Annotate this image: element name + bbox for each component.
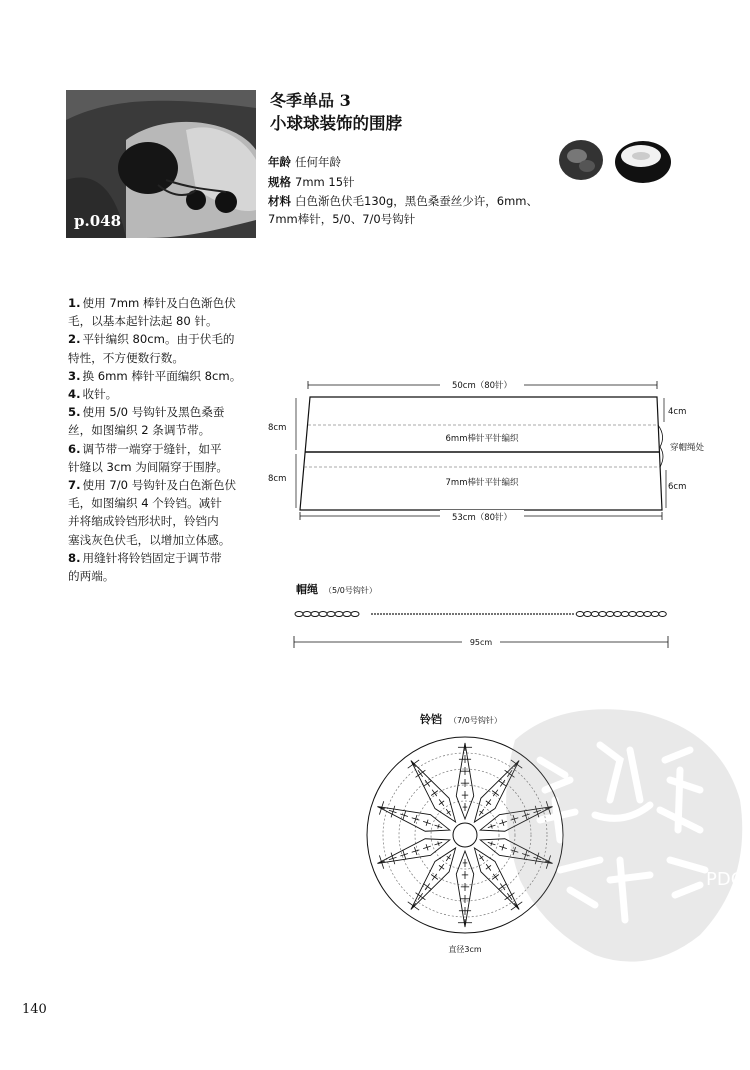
- step-text: 使用 7mm 棒针及白色渐色伏: [82, 296, 236, 310]
- chain-dot: [428, 613, 430, 615]
- step-text: 并将缩成铃铛形状时，铃铛内: [68, 514, 219, 529]
- step-text: 换 6mm 棒针平面编织 8cm。: [82, 368, 242, 383]
- chain-dot: [506, 613, 508, 615]
- stitch-cross: [486, 865, 491, 869]
- chain-dot: [452, 613, 454, 615]
- scarf-outline: [300, 397, 662, 510]
- chain-dot: [473, 613, 475, 615]
- chain-dot: [467, 613, 469, 615]
- stitch-cross: [447, 856, 451, 859]
- chain-stitch: [651, 612, 659, 617]
- chain-dot: [386, 613, 388, 615]
- chain-dot: [548, 613, 550, 615]
- left-upper-height: 8cm: [268, 423, 287, 433]
- watermark-pdg: PDG: [706, 869, 745, 890]
- chain-dot: [371, 613, 373, 615]
- chain-stitch: [303, 612, 311, 617]
- chain-dot: [536, 613, 538, 615]
- chain-dot: [545, 613, 547, 615]
- chain-dot: [470, 613, 472, 615]
- step-number: 6.: [68, 441, 81, 456]
- chain-dot: [554, 613, 556, 615]
- cord-subtitle: （5/0号钩针）: [324, 586, 377, 595]
- chain-dot: [458, 613, 460, 615]
- step-text: 针缝以 3cm 为间隔穿于围脖。: [68, 459, 228, 474]
- spec-material-label: 材料: [268, 194, 291, 208]
- watermark-seal: [506, 709, 745, 961]
- chain-dot: [527, 613, 529, 615]
- step-text: 丝，如图编织 2 条调节带。: [68, 423, 211, 438]
- chain-dot: [374, 613, 376, 615]
- spec-material-value-1: 白色渐色伏毛130g，黑色桑蚕丝少许，6mm、: [295, 194, 538, 208]
- bell-subtitle: （7/0号钩针）: [449, 716, 502, 725]
- chain-dot: [542, 613, 544, 615]
- scarf-schematic: [268, 379, 705, 523]
- cord-title: 帽绳: [296, 583, 318, 596]
- step-text: 用缝针将铃铛固定于调节带: [82, 550, 222, 565]
- right-lower-height: 6cm: [668, 482, 687, 492]
- chain-stitch: [591, 612, 599, 617]
- page-reference: p.048: [74, 212, 122, 230]
- chain-dot: [503, 613, 505, 615]
- chain-dot: [383, 613, 385, 615]
- chain-stitch: [636, 612, 644, 617]
- spec-material-value-2: 7mm棒针，5/0、7/0号钩针: [268, 212, 416, 226]
- chain-dot: [395, 613, 397, 615]
- chain-stitch: [606, 612, 614, 617]
- chain-dot: [551, 613, 553, 615]
- stitch-cross: [480, 811, 484, 814]
- chain-stitch: [629, 612, 637, 617]
- chain-dot: [569, 613, 571, 615]
- stitch-cross: [492, 874, 499, 879]
- chain-dot: [404, 613, 406, 615]
- chain-dot: [488, 613, 490, 615]
- top-width-label: 50cm（80针）: [451, 381, 513, 391]
- chain-stitch: [659, 612, 667, 617]
- stitch-cross: [439, 801, 444, 805]
- petal: [378, 839, 450, 864]
- bottom-width-label: 53cm（80针）: [451, 513, 513, 523]
- step-text: 毛，如图编织 4 个铃铛。减针: [68, 496, 222, 511]
- chain-dot: [431, 613, 433, 615]
- chain-dot: [443, 613, 445, 615]
- chain-stitch: [621, 612, 629, 617]
- chain-dot: [461, 613, 463, 615]
- chain-dot: [494, 613, 496, 615]
- chain-dot: [377, 613, 379, 615]
- stitch-cross: [486, 801, 491, 805]
- chain-dot: [446, 613, 448, 615]
- upper-section-label: 6mm棒针平针编织: [445, 434, 519, 444]
- page-title: 小球球装饰的围脖: [270, 114, 402, 133]
- chain-dot: [479, 613, 481, 615]
- chain-dot: [509, 613, 511, 615]
- chain-dot: [449, 613, 451, 615]
- step-text: 收针。: [82, 387, 118, 402]
- stitch-cross: [431, 874, 438, 879]
- round-guide: [415, 785, 515, 885]
- chain-dot: [437, 613, 439, 615]
- bell-title: 铃铛: [420, 713, 442, 726]
- step-number: 7.: [68, 478, 81, 493]
- series-title: 冬季单品 3: [270, 91, 351, 110]
- petal: [378, 807, 450, 832]
- chain-dot: [521, 613, 523, 615]
- step-text: 平针编织 80cm。由于伏毛的: [82, 332, 235, 347]
- chain-stitch: [319, 612, 327, 617]
- chain-dot: [476, 613, 478, 615]
- spec-age-value: 任何年龄: [295, 155, 341, 169]
- step-text: 塞浅灰色伏毛，以增加立体感。: [68, 532, 231, 547]
- step-text: 毛，以基本起针法起 80 针。: [68, 314, 218, 329]
- chain-dot: [440, 613, 442, 615]
- chain-dot: [485, 613, 487, 615]
- chain-dot: [491, 613, 493, 615]
- chain-dot: [392, 613, 394, 615]
- chain-dot: [434, 613, 436, 615]
- cord-length-label: 95cm: [469, 638, 493, 647]
- cord-diagram: [294, 582, 668, 648]
- bell-diameter: 直径3cm: [448, 945, 482, 954]
- step-text: 调节带一端穿于缝针，如平: [82, 441, 222, 456]
- chain-dot: [389, 613, 391, 615]
- round-guide: [431, 801, 499, 869]
- chain-dot: [464, 613, 466, 615]
- chain-dot: [566, 613, 568, 615]
- chain-dot: [539, 613, 541, 615]
- lower-section-label: 7mm棒针平针编织: [445, 478, 519, 488]
- chain-stitch: [644, 612, 652, 617]
- chain-dot: [410, 613, 412, 615]
- spec-gauge-label: 规格: [268, 175, 291, 189]
- step-number: 3.: [68, 368, 81, 383]
- stitch-cross: [492, 791, 499, 796]
- step-number: 5.: [68, 405, 81, 420]
- chain-dot: [560, 613, 562, 615]
- chain-dot: [563, 613, 565, 615]
- chain-dot: [518, 613, 520, 615]
- step-number: 2.: [68, 332, 81, 347]
- chain-dot: [380, 613, 382, 615]
- chain-stitch: [311, 612, 319, 617]
- chain-dot: [524, 613, 526, 615]
- chain-stitch: [343, 612, 351, 617]
- step-number: 4.: [68, 387, 81, 402]
- spec-gauge-value: 7mm 15针: [295, 175, 355, 189]
- chain-dot: [398, 613, 400, 615]
- right-upper-height: 4cm: [668, 407, 687, 417]
- drawstring-note: 穿帽绳处: [670, 443, 705, 453]
- stitch-cross: [431, 791, 438, 796]
- page-number: 140: [22, 1002, 47, 1017]
- magic-ring: [453, 823, 477, 847]
- chain-stitch: [335, 612, 343, 617]
- chain-dot: [425, 613, 427, 615]
- step-text: 使用 7/0 号钩针及白色渐色伏: [82, 478, 237, 493]
- step-number: 1.: [68, 296, 81, 310]
- chain-dot: [482, 613, 484, 615]
- chain-dot: [512, 613, 514, 615]
- cord-chain: [295, 612, 666, 617]
- spec-age-label: 年龄: [268, 155, 291, 169]
- chain-dot: [401, 613, 403, 615]
- stitch-cross: [423, 884, 431, 890]
- step-text: 使用 5/0 号钩针及黑色桑蚕: [82, 405, 225, 420]
- chain-dot: [407, 613, 409, 615]
- left-lower-height: 8cm: [268, 474, 287, 484]
- chain-dot: [515, 613, 517, 615]
- stitch-cross: [447, 811, 451, 814]
- chain-dot: [530, 613, 532, 615]
- chain-stitch: [576, 612, 584, 617]
- step-text: 特性，不方便数行数。: [68, 350, 184, 365]
- chain-dot: [500, 613, 502, 615]
- chain-stitch: [614, 612, 622, 617]
- chain-dot: [533, 613, 535, 615]
- chain-dot: [413, 613, 415, 615]
- chain-dot: [497, 613, 499, 615]
- step-number: 8.: [68, 550, 81, 565]
- chain-dot: [557, 613, 559, 615]
- chain-dot: [455, 613, 457, 615]
- chain-dot: [419, 613, 421, 615]
- stitch-cross: [439, 865, 444, 869]
- chain-dot: [572, 613, 574, 615]
- stitch-cross: [423, 780, 431, 786]
- stitch-cross: [498, 884, 506, 890]
- stitch-cross: [480, 856, 484, 859]
- step-text: 的两端。: [68, 569, 115, 584]
- chain-dot: [416, 613, 418, 615]
- chain-stitch: [599, 612, 607, 617]
- chain-dot: [422, 613, 424, 615]
- chain-stitch: [584, 612, 592, 617]
- stitch-cross: [498, 780, 506, 786]
- chain-stitch: [351, 612, 359, 617]
- chain-stitch: [295, 612, 303, 617]
- chain-stitch: [327, 612, 335, 617]
